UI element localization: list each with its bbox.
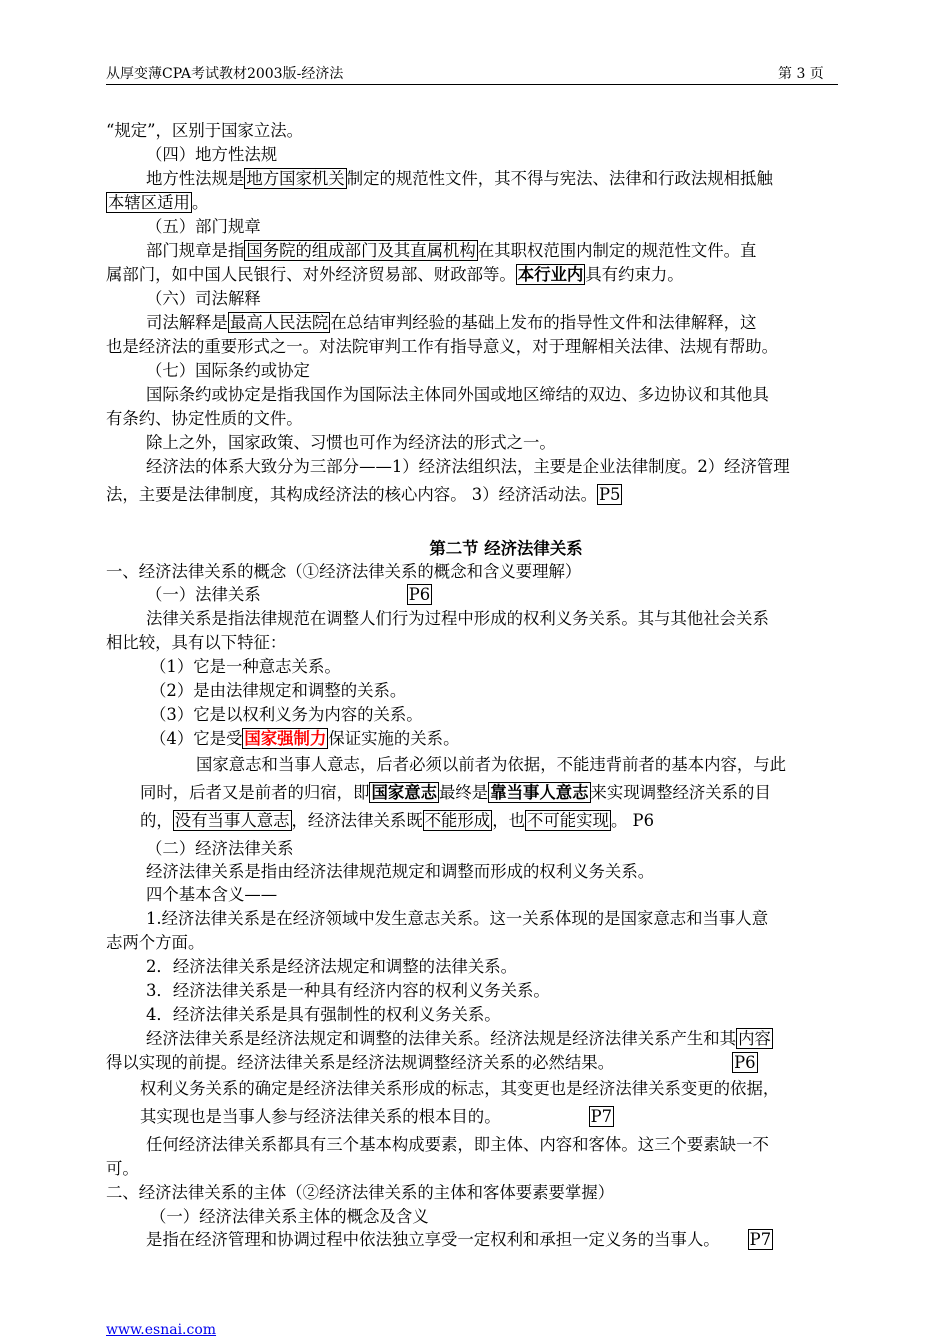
text-line: 国家意志和当事人意志，后者必须以前者为依据，不能违背前者的基本内容，与此 xyxy=(196,755,787,774)
list-item: 1.经济法律关系是在经济领域中发生意志关系。这一关系体现的是国家意志和当事人意 xyxy=(146,909,769,928)
header-title: 从厚变薄CPA考试教材2003版-经济法 xyxy=(106,66,344,82)
text-line: 部门规章是指 国务院的组成部门及其直属机构 在其职权范围内制定的规范性文件。直 xyxy=(146,241,757,260)
text-line: 相比较，具有以下特征： xyxy=(106,633,287,652)
page-reference-box: P6 xyxy=(408,585,431,604)
boxed-keyword: 本辖区适用 xyxy=(108,193,190,212)
boxed-keyword: 没有当事人意志 xyxy=(174,811,290,830)
page-reference-box: P7 xyxy=(749,1230,772,1249)
text-line: 地方性法规是 地方国家机关 制定的规范性文件，其不得与宪法、法律和行政法规相抵触 xyxy=(146,169,773,188)
list-item: （3）它是以权利义务为内容的关系。 xyxy=(150,705,423,724)
red-boxed-keyword: 国家强制力 xyxy=(244,729,327,748)
header-page-number: 第 3 页 xyxy=(778,66,824,82)
text-line: 的， 没有当事人意志 ，经济法律关系既 不能形成 ，也 不可能实现 。 P6 xyxy=(140,811,654,830)
text-line: 国际条约或协定是指我国作为国际法主体同外国或地区缔结的双边、多边协议和其他具 xyxy=(146,385,769,404)
boxed-keyword: 最高人民法院 xyxy=(229,313,329,332)
boxed-keyword: 国务院的组成部门及其直属机构 xyxy=(246,241,476,260)
heading-subject: 二、经济法律关系的主体（②经济法律关系的主体和客体要素要掌握） xyxy=(106,1183,615,1202)
text-line: 也是经济法的重要形式之一。对法院审判工作有指导意义，对于理解相关法律、法规有帮助。 xyxy=(106,337,779,356)
subheading-economic-legal-relation: （二）经济法律关系 xyxy=(146,839,294,858)
boxed-keyword: 不能形成 xyxy=(424,811,491,830)
text-line: 任何经济法律关系都具有三个基本构成要素，即主体、内容和客体。这三个要素缺一不 xyxy=(146,1135,769,1154)
bold-boxed-keyword: 靠当事人意志 xyxy=(490,783,589,802)
bold-boxed-keyword: 本行业内 xyxy=(517,265,584,284)
text-line: 可。 xyxy=(106,1159,139,1178)
text-line: 经济法的体系大致分为三部分——1）经济法组织法，主要是企业法律制度。2）经济管理 xyxy=(146,457,790,476)
text-line: 有条约、协定性质的文件。 xyxy=(106,409,303,428)
text-line: 同时，后者又是前者的归宿，即 国家意志 最终是 靠当事人意志 来实现调整经济关系的目 xyxy=(140,783,771,802)
text-line: 司法解释是 最高人民法院 在总结审判经验的基础上发布的指导性文件和法律解释，这 xyxy=(146,313,757,332)
text-line: 除上之外，国家政策、习惯也可作为经济法的形式之一。 xyxy=(146,433,556,452)
section-heading-judicial-interpretation: （六）司法解释 xyxy=(146,289,261,308)
text-line: 权利义务关系的确定是经济法律关系形成的标志，其变更也是经济法律关系变更的依据， xyxy=(140,1079,780,1098)
page-header xyxy=(106,62,838,85)
text-line: 法律关系是指法律规范在调整人们行为过程中形成的权利义务关系。其与其他社会关系 xyxy=(146,609,769,628)
boxed-keyword: 内容 xyxy=(738,1029,771,1048)
boxed-keyword: 地方国家机关 xyxy=(246,169,345,188)
page-reference-box: P5 xyxy=(598,485,621,504)
subheading-legal-relation: （一）法律关系 P6 xyxy=(146,585,431,604)
footer-link[interactable]: www.esnai.com xyxy=(106,1322,217,1338)
text-line: 其实现也是当事人参与经济法律关系的根本目的。 P7 xyxy=(140,1107,613,1126)
subheading-subject-concept: （一）经济法律关系主体的概念及含义 xyxy=(150,1207,429,1226)
text-line: “规定”，区别于国家立法。 xyxy=(106,121,304,140)
bold-boxed-keyword: 国家意志 xyxy=(371,783,438,802)
list-item: 2．经济法律关系是经济法规定和调整的法律关系。 xyxy=(146,957,518,976)
text-line: 是指在经济管理和协调过程中依法独立享受一定权利和承担一定义务的当事人。 P7 xyxy=(146,1230,772,1249)
page-reference-box: P6 xyxy=(734,1053,756,1072)
text-line: 经济法律关系是指由经济法律规范规定和调整而形成的权利义务关系。 xyxy=(146,862,655,881)
text-line: 经济法律关系是经济法规定和调整的法律关系。经济法规是经济法律关系产生和其 内容 xyxy=(146,1029,771,1048)
text-line: 属部门，如中国人民银行、对外经济贸易部、财政部等。 本行业内 具有约束力。 xyxy=(106,265,684,284)
text-line: 本辖区适用 。 xyxy=(108,193,209,212)
heading-concept: 一、经济法律关系的概念（①经济法律关系的概念和含义要理解） xyxy=(106,562,582,581)
boxed-keyword: 不可能实现 xyxy=(526,811,609,830)
section-title: 第二节 经济法律关系 xyxy=(429,539,583,558)
text-line: 四个基本含义—— xyxy=(146,885,278,904)
list-item: 3．经济法律关系是一种具有经济内容的权利义务关系。 xyxy=(146,981,550,1000)
text-line: 得以实现的前提。经济法律关系是经济法规调整经济关系的必然结果。 P6 xyxy=(106,1053,756,1072)
list-item: 4．经济法律关系是具有强制性的权利义务关系。 xyxy=(146,1005,501,1024)
section-heading-department-rules: （五）部门规章 xyxy=(146,217,261,236)
text-line: 志两个方面。 xyxy=(106,933,205,952)
section-heading-international-treaties: （七）国际条约或协定 xyxy=(146,361,310,380)
list-item: （1）它是一种意志关系。 xyxy=(150,657,341,676)
list-item: （2）是由法律规定和调整的关系。 xyxy=(150,681,407,700)
page-reference-box: P7 xyxy=(590,1107,613,1126)
section-heading-local-regulations: （四）地方性法规 xyxy=(146,145,278,164)
list-item: （4）它是受 国家强制力 保证实施的关系。 xyxy=(150,729,460,748)
text-line: 法，主要是法律制度，其构成经济法的核心内容。 3）经济活动法。 P5 xyxy=(106,485,621,504)
